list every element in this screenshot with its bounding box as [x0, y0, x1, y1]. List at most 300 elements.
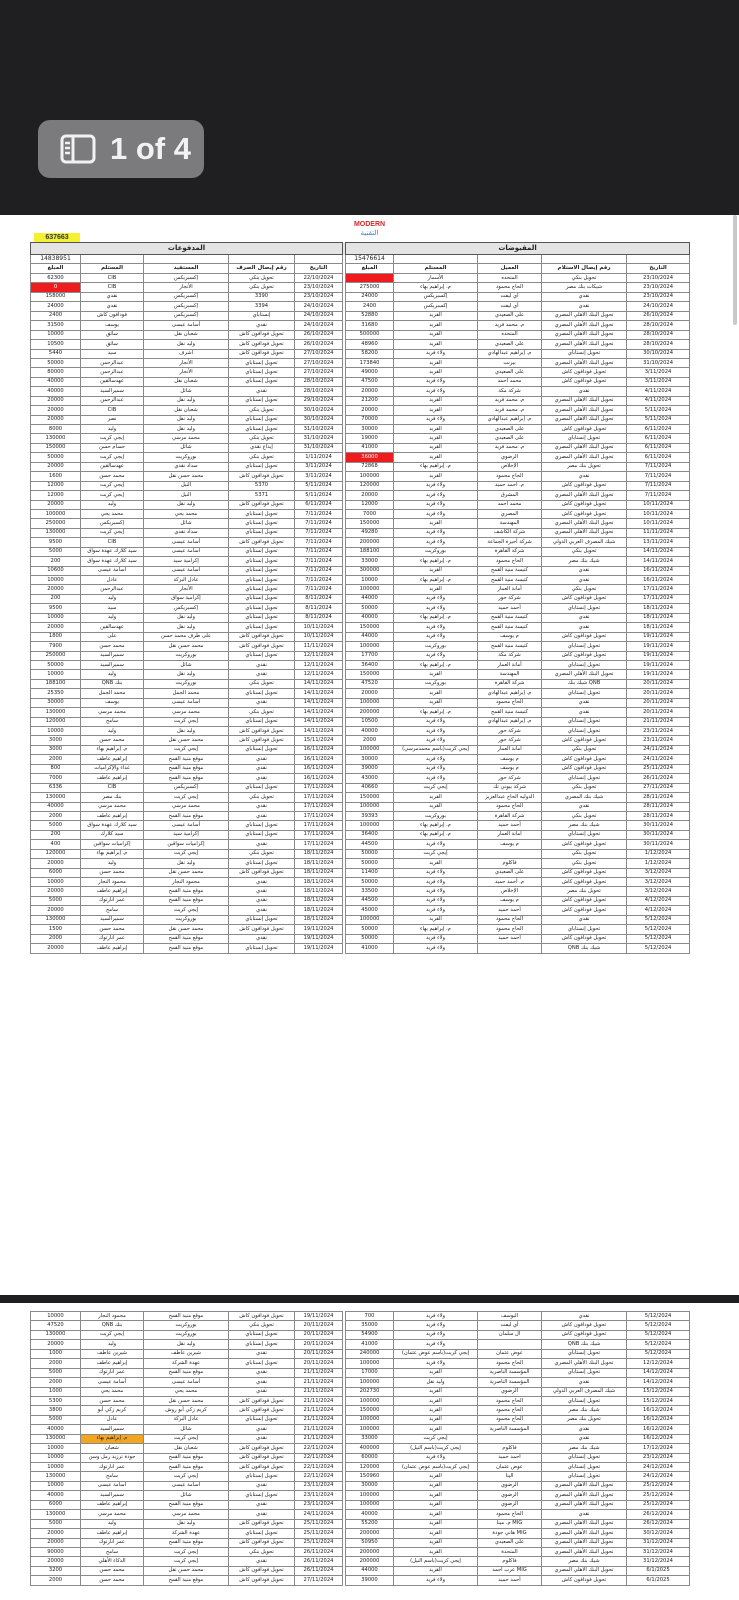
cell-pay-beneficiary: بوروكريت	[144, 1330, 229, 1339]
cell-rec-client: على الصعيدي	[478, 311, 542, 320]
cell-pay-date: 17/11/2024	[295, 821, 343, 830]
cell-rec-amount: 240000	[346, 1349, 394, 1358]
cell-pay-voucher: تحويل بنكي	[229, 453, 295, 462]
cell-pay-amount: 5000	[31, 1415, 81, 1424]
cell-pay-date: 14/11/2024	[295, 679, 343, 688]
cell-rec-date: 20/11/2024	[627, 679, 690, 688]
cell-rec-client: الرضوي	[478, 453, 542, 462]
cell-pay-beneficiary: إيجي كريت	[144, 1547, 229, 1556]
cell-pay-voucher: نقدي	[229, 887, 295, 896]
cell-pay-voucher: نقدي	[229, 1434, 295, 1443]
cell-pay-date: 7/11/2024	[295, 509, 343, 518]
cell-pay-voucher: تحويل فودافون كاش	[229, 1463, 295, 1472]
table-row	[31, 274, 690, 283]
cell-pay-recipient: الذكاء الأهلي	[81, 1557, 144, 1566]
cell-pay-recipient: عمر انارتوك	[81, 1538, 144, 1547]
cell-rec-receipt: تحويل إنستاباي	[542, 1396, 627, 1405]
cell-rec-receipt: نقدي	[542, 613, 627, 622]
cell-pay-date: 5/11/2024	[295, 481, 343, 490]
table-row	[31, 1387, 690, 1396]
cell-rec-recipient: ولاء فريد	[394, 651, 478, 660]
cell-pay-recipient: CIB	[81, 783, 144, 792]
cell-pay-date: 26/10/2024	[295, 340, 343, 349]
cell-pay-recipient: محمد حسن	[81, 642, 144, 651]
cell-rec-client: شركة مكة	[478, 387, 542, 396]
cell-pay-amount: 40000	[31, 387, 81, 396]
cell-pay-amount: 20000	[31, 406, 81, 415]
cell-rec-date: 30/11/2024	[627, 840, 690, 849]
cell-rec-client: أحمد حميد	[478, 1453, 542, 1462]
table-row	[31, 1557, 690, 1566]
cell-rec-client: م. محمد فريد	[478, 406, 542, 415]
cell-rec-client: أمانة العمار	[478, 660, 542, 669]
cell-pay-recipient: عادل	[81, 576, 144, 585]
cell-rec-recipient: القريد	[394, 1472, 478, 1481]
cell-pay-amount: 2000	[31, 811, 81, 820]
cell-rec-receipt: شيك بنك مصر	[542, 821, 627, 830]
cell-rec-recipient: إكسبريكس	[394, 302, 478, 311]
cell-pay-voucher: نقدي	[229, 1510, 295, 1519]
cell-rec-receipt: شيك بنك مصر	[542, 1557, 627, 1566]
cell-rec-date: 14/11/2024	[627, 547, 690, 556]
cell-pay-beneficiary: موقع منية القمح	[144, 755, 229, 764]
cell-pay-recipient: عمر انارتوك	[81, 1368, 144, 1377]
table-row	[31, 358, 690, 367]
cell-rec-client: أمانة العمار	[478, 585, 542, 594]
cell-pay-recipient: إبراهيم عاطف	[81, 1359, 144, 1368]
cell-pay-beneficiary: الأنجار	[144, 358, 229, 367]
cell-rec-amount: 30000	[346, 1481, 394, 1490]
cell-rec-recipient: م. إبراهيم بهاء	[394, 557, 478, 566]
cell-pay-beneficiary: شعبان نقل	[144, 1444, 229, 1453]
cell-pay-recipient: إكسبريكس	[81, 519, 144, 528]
ledger-table-page1	[30, 242, 690, 954]
cell-rec-receipt: تحويل البنك الأهلي المصري	[542, 1519, 627, 1528]
cell-rec-client: فاكلوم	[478, 1444, 542, 1453]
cell-rec-recipient: ولاء فريد	[394, 594, 478, 603]
cell-rec-client: المؤسسة الناصرية	[478, 1425, 542, 1434]
cell-pay-date: 24/10/2024	[295, 321, 343, 330]
cell-pay-date: 23/11/2024	[295, 1481, 343, 1490]
cell-rec-receipt: تحويل فودافون كاش	[542, 896, 627, 905]
cell-pay-date: 27/10/2024	[295, 368, 343, 377]
table-row	[31, 1463, 690, 1472]
cell-rec-receipt: تحويل فودافون كاش	[542, 500, 627, 509]
cell-pay-recipient: وليد	[81, 859, 144, 868]
cell-pay-beneficiary: شيرين عاطف	[144, 1349, 229, 1358]
cell-pay-recipient: إبراهيم عاطف	[81, 774, 144, 783]
cell-pay-amount: 10000	[31, 1463, 81, 1472]
scroll-indicator[interactable]	[733, 215, 737, 325]
cell-rec-receipt: تحويل فودافون كاش	[542, 1321, 627, 1330]
cell-rec-client: شركة حور	[478, 774, 542, 783]
cell-rec-recipient: القريد	[394, 1538, 478, 1547]
cell-pay-date: 23/11/2024	[295, 1500, 343, 1509]
cell-pay-voucher: تحويل فودافون كاش	[229, 1444, 295, 1453]
cell-rec-receipt: تحويل بنكي	[542, 859, 627, 868]
cell-rec-recipient: ولاء فريد	[394, 1359, 478, 1368]
cell-rec-recipient: إيجي كريت	[394, 783, 478, 792]
cell-rec-receipt: تحويل البنك الأهلي المصري	[542, 443, 627, 452]
cell-rec-client	[478, 849, 542, 858]
cell-pay-recipient: إيجي كريت	[81, 528, 144, 537]
cell-rec-receipt: تحويل بنكي	[542, 745, 627, 754]
cell-rec-date: 4/12/2024	[627, 896, 690, 905]
cell-rec-amount: 24000	[346, 292, 394, 301]
cell-pay-recipient: محمد يحي	[81, 509, 144, 518]
cell-rec-date: 16/11/2024	[627, 576, 690, 585]
cell-pay-beneficiary: محمد حسن نقل	[144, 642, 229, 651]
cell-rec-receipt: نقدي	[542, 1425, 627, 1434]
cell-rec-amount: 11400	[346, 868, 394, 877]
cell-rec-date: 25/11/2024	[627, 764, 690, 773]
cell-pay-amount: 6000	[31, 868, 81, 877]
cell-pay-voucher: تحويل إنستاباي	[229, 1359, 295, 1368]
table-row	[31, 387, 690, 396]
cell-rec-client: الرضوي	[478, 1387, 542, 1396]
cell-rec-amount: 100000	[346, 1359, 394, 1368]
cell-pay-beneficiary: إكرامية سيد	[144, 557, 229, 566]
cell-pay-recipient: نقدي	[81, 302, 144, 311]
cell-pay-amount: 130000	[31, 528, 81, 537]
cell-rec-client: أحمد حميد	[478, 604, 542, 613]
cell-rec-receipt: تحويل البنك الأهلي المصري	[542, 1359, 627, 1368]
cell-pay-beneficiary: موقع منية القمح	[144, 934, 229, 943]
cell-rec-recipient: م. إبراهيم بهاء	[394, 613, 478, 622]
cell-pay-amount: 200	[31, 557, 81, 566]
cell-rec-recipient: القريد	[394, 1500, 478, 1509]
cell-rec-client: المشرق	[478, 491, 542, 500]
table-row	[31, 311, 690, 320]
cell-pay-amount: 50000	[31, 660, 81, 669]
cell-rec-receipt: نقدي	[542, 623, 627, 632]
cell-pay-voucher: إنستاباي	[229, 311, 295, 320]
cell-rec-recipient: القريد	[394, 1425, 478, 1434]
cell-rec-amount: 49280	[346, 528, 394, 537]
cell-rec-amount: 400000	[346, 1444, 394, 1453]
cell-rec-client: م. محمد فريد	[478, 443, 542, 452]
cell-rec-receipt: نقدي	[542, 915, 627, 924]
cell-rec-recipient: القريد	[394, 472, 478, 481]
cell-rec-recipient: القريد	[394, 689, 478, 698]
cell-pay-amount: 130000	[31, 1330, 81, 1339]
cell-pay-beneficiary: بوروكريت	[144, 651, 229, 660]
cell-pay-date: 26/10/2024	[295, 330, 343, 339]
table-row	[31, 566, 690, 575]
cell-pay-recipient: سميرالسيد	[81, 915, 144, 924]
table-row	[31, 1538, 690, 1547]
cell-pay-amount: 158000	[31, 292, 81, 301]
cell-rec-client: محمد أحمد	[478, 500, 542, 509]
cell-rec-date: 28/10/2024	[627, 321, 690, 330]
cell-rec-date: 3/12/2024	[627, 878, 690, 887]
cell-pay-beneficiary: أسامة عيسى	[144, 1481, 229, 1490]
cell-rec-recipient: ولاء فريد	[394, 1453, 478, 1462]
cell-pay-date: 24/10/2024	[295, 302, 343, 311]
cell-rec-date: 25/12/2024	[627, 1500, 690, 1509]
table-row	[31, 717, 690, 726]
cell-rec-recipient: ولاء فريد	[394, 509, 478, 518]
table-row	[31, 472, 690, 481]
cell-rec-date: 16/12/2024	[627, 1434, 690, 1443]
cell-rec-amount: 50000	[346, 925, 394, 934]
cell-rec-date: 6/11/2024	[627, 443, 690, 452]
cell-pay-voucher: تحويل فودافون كاش	[229, 472, 295, 481]
cell-pay-voucher: تحويل فودافون كاش	[229, 868, 295, 877]
cell-pay-beneficiary: أسامة عيسى	[144, 321, 229, 330]
cell-rec-client: محمد أحمد	[478, 377, 542, 386]
cell-rec-date: 12/12/2024	[627, 1359, 690, 1368]
cell-pay-recipient: يوسف	[81, 321, 144, 330]
cell-pay-voucher: تحويل إنستاباي	[229, 519, 295, 528]
cell-rec-date: 4/11/2024	[627, 387, 690, 396]
cell-pay-beneficiary: بوروكريت	[144, 679, 229, 688]
cell-pay-voucher: تحويل فودافون كاش	[229, 330, 295, 339]
cell-rec-recipient: م. إبراهيم بهاء	[394, 283, 478, 292]
cell-pay-voucher: تحويل إنستاباي	[229, 859, 295, 868]
cell-rec-receipt: تحويل البنك الأهلي المصري	[542, 358, 627, 367]
cell-rec-amount: 58200	[346, 349, 394, 358]
cell-pay-recipient: شعبان	[81, 1444, 144, 1453]
cell-pay-date: 21/11/2024	[295, 1368, 343, 1377]
cell-rec-amount: 12000	[346, 500, 394, 509]
cell-rec-client: الحاج محمود	[478, 802, 542, 811]
cell-rec-date: 31/10/2024	[627, 358, 690, 367]
cell-rec-amount: 47500	[346, 377, 394, 386]
cell-pay-date: 12/11/2024	[295, 670, 343, 679]
cell-rec-date: 19/11/2024	[627, 660, 690, 669]
cell-rec-client: الحاج محمود	[478, 283, 542, 292]
cell-rec-recipient: إيجي كريت(باسم عوض عثمان)	[394, 1463, 478, 1472]
cell-rec-amount: 44500	[346, 896, 394, 905]
cell-pay-amount: 9500	[31, 538, 81, 547]
cell-pay-amount: 20000	[31, 887, 81, 896]
cell-rec-amount: 200000	[346, 1557, 394, 1566]
cell-rec-client: عوض عثمان	[478, 1463, 542, 1472]
cell-pay-amount: 12000	[31, 491, 81, 500]
table-row	[31, 896, 690, 905]
table-row	[31, 774, 690, 783]
cell-rec-amount: 100000	[346, 1378, 394, 1387]
cell-rec-receipt: تحويل البنك الأهلي المصري	[542, 1547, 627, 1556]
cell-rec-amount: 50000	[346, 878, 394, 887]
cell-pay-date: 23/10/2024	[295, 283, 343, 292]
cell-pay-beneficiary: وليد نقل	[144, 500, 229, 509]
cell-rec-recipient: القريد	[394, 1519, 478, 1528]
cell-pay-recipient: عبدالرحمن	[81, 368, 144, 377]
cell-pay-beneficiary: إيجي كريت	[144, 849, 229, 858]
cell-pay-beneficiary: محمد مرسي	[144, 708, 229, 717]
cell-rec-client: الحاج محمود	[478, 557, 542, 566]
cell-pay-date: 17/11/2024	[295, 840, 343, 849]
cell-pay-date: 7/11/2024	[295, 547, 343, 556]
table-row	[31, 1510, 690, 1519]
cell-pay-amount: 250000	[31, 519, 81, 528]
cell-pay-date: 26/11/2024	[295, 1547, 343, 1556]
cell-rec-client: المتحدة	[478, 1547, 542, 1556]
cell-rec-date: 27/11/2024	[627, 783, 690, 792]
table-row	[31, 1396, 690, 1405]
cell-rec-receipt: تحويل فودافون كاش	[542, 509, 627, 518]
cell-rec-date: 24/12/2024	[627, 1463, 690, 1472]
cell-rec-recipient: القريد	[394, 396, 478, 405]
cell-pay-amount: 10000	[31, 1312, 81, 1321]
cell-pay-voucher: نقدي	[229, 1368, 295, 1377]
cell-pay-amount: 6000	[31, 1500, 81, 1509]
cell-pay-amount: 50000	[31, 453, 81, 462]
cell-pay-amount: 62300	[31, 274, 81, 283]
table-row	[31, 802, 690, 811]
cell-rec-recipient: القريد	[394, 406, 478, 415]
cell-rec-amount: 50000	[346, 934, 394, 943]
cell-pay-voucher: نقدي	[229, 840, 295, 849]
cell-rec-recipient: القريد	[394, 793, 478, 802]
cell-pay-amount: 130000	[31, 1510, 81, 1519]
cell-rec-recipient: إيجي كريت	[394, 1434, 478, 1443]
cell-pay-amount: 5000	[31, 547, 81, 556]
cell-rec-date: 5/12/2024	[627, 1321, 690, 1330]
cell-rec-recipient: القريد	[394, 1387, 478, 1396]
cell-pay-amount: 40000	[31, 377, 81, 386]
cell-pay-beneficiary: موقع منية القمح	[144, 1368, 229, 1377]
cell-rec-recipient: ولاء فريد	[394, 491, 478, 500]
cell-rec-receipt: تحويل البنك الأهلي المصري	[542, 453, 627, 462]
cell-rec-date: 3/11/2024	[627, 377, 690, 386]
cell-rec-recipient: م. إبراهيم بهاء	[394, 821, 478, 830]
cell-pay-beneficiary: النيل	[144, 481, 229, 490]
cell-rec-date: 6/11/2024	[627, 434, 690, 443]
table-row	[31, 1349, 690, 1358]
cell-rec-recipient: ولاء فريد	[394, 717, 478, 726]
cell-pay-date: 20/11/2024	[295, 1321, 343, 1330]
cell-pay-date: 23/10/2024	[295, 292, 343, 301]
cell-pay-recipient: محمد حسن	[81, 1576, 144, 1585]
cell-pay-beneficiary: وليد نقل	[144, 1340, 229, 1349]
cell-rec-receipt: تحويل إنستاباي	[542, 604, 627, 613]
cell-pay-beneficiary: محمد مرسي	[144, 434, 229, 443]
cell-pay-amount: 5000	[31, 1519, 81, 1528]
cell-rec-date: 19/11/2024	[627, 670, 690, 679]
cell-pay-date: 7/11/2024	[295, 538, 343, 547]
cell-pay-voucher: تحويل بنكي	[229, 793, 295, 802]
cell-rec-recipient: القريد	[394, 321, 478, 330]
cell-pay-amount: 10000	[31, 1453, 81, 1462]
cell-rec-amount: 188100	[346, 547, 394, 556]
cell-pay-beneficiary: شعبان نقل	[144, 377, 229, 386]
cell-rec-date: 26/12/2024	[627, 1510, 690, 1519]
table-row	[31, 1481, 690, 1490]
cell-rec-receipt: نقدي	[542, 576, 627, 585]
sidebar-icon[interactable]	[60, 134, 96, 164]
cell-rec-amount: 36400	[346, 660, 394, 669]
cell-pay-recipient: شيرين عاطف	[81, 1349, 144, 1358]
cell-rec-amount: 19000	[346, 434, 394, 443]
cell-pay-date: 18/11/2024	[295, 915, 343, 924]
cell-rec-date: 3/12/2024	[627, 887, 690, 896]
cell-pay-amount: 10500	[31, 340, 81, 349]
cell-pay-date: 14/11/2024	[295, 708, 343, 717]
cell-pay-recipient: نصر	[81, 415, 144, 424]
cell-rec-date: 20/11/2024	[627, 708, 690, 717]
cell-pay-amount: 12000	[31, 481, 81, 490]
cell-rec-client: أحمد حميد	[478, 906, 542, 915]
table-row	[31, 944, 690, 953]
cell-pay-beneficiary: محمد حسن نقل	[144, 472, 229, 481]
cell-pay-date: 7/11/2024	[295, 528, 343, 537]
cell-rec-receipt: نقدي	[542, 1312, 627, 1321]
cell-pay-amount: 10000	[31, 576, 81, 585]
cell-rec-date: 19/11/2024	[627, 642, 690, 651]
col-header-rec-amount: المبلغ	[346, 264, 394, 274]
cell-pay-recipient: حسام حسن	[81, 443, 144, 452]
cell-pay-voucher: تحويل بنكي	[229, 283, 295, 292]
cell-rec-amount: 55200	[346, 1519, 394, 1528]
cell-pay-recipient: محمد مرسي	[81, 1510, 144, 1519]
cell-pay-voucher: تحويل إنستاباي	[229, 604, 295, 613]
cell-pay-date: 7/11/2024	[295, 576, 343, 585]
cell-pay-beneficiary: وليد نقل	[144, 623, 229, 632]
cell-pay-date: 27/11/2024	[295, 1576, 343, 1585]
cell-pay-voucher: نقدي	[229, 906, 295, 915]
cell-rec-receipt: نقدي	[542, 1510, 627, 1519]
table-row	[31, 604, 690, 613]
cell-pay-date: 21/11/2024	[295, 1425, 343, 1434]
cell-pay-date: 20/11/2024	[295, 1359, 343, 1368]
cell-rec-recipient: ولاء فريد	[394, 896, 478, 905]
cell-rec-recipient: بوروكريت	[394, 679, 478, 688]
table-row	[31, 1340, 690, 1349]
col-header-pay-beneficiary: المستفيد	[144, 264, 229, 274]
cell-pay-recipient: بنك مصر	[81, 793, 144, 802]
cell-pay-recipient: سميرالسيد	[81, 1425, 144, 1434]
table-row	[31, 491, 690, 500]
cell-pay-voucher: تحويل إنستاباي	[229, 594, 295, 603]
cell-pay-beneficiary: كريم زكي أبو روش	[144, 1406, 229, 1415]
table-row	[31, 1359, 690, 1368]
cell-rec-amount: 100000	[346, 698, 394, 707]
cell-rec-client: الإخلاص	[478, 462, 542, 471]
cell-rec-amount: 40000	[346, 613, 394, 622]
cell-pay-date: 19/11/2024	[295, 934, 343, 943]
table-row	[31, 330, 690, 339]
cell-pay-amount: 20000	[31, 415, 81, 424]
cell-pay-recipient: إبراهيم عاطف	[81, 887, 144, 896]
cell-pay-beneficiary: محمد حسن نقل	[144, 1566, 229, 1575]
cell-pay-beneficiary: محمد مرسي	[144, 1510, 229, 1519]
cell-rec-client: الحاج محمود	[478, 1510, 542, 1519]
cell-pay-beneficiary: وليد نقل	[144, 396, 229, 405]
cell-pay-beneficiary: أشرف	[144, 349, 229, 358]
cell-rec-recipient: م. إبراهيم بهاء	[394, 925, 478, 934]
cell-rec-recipient: ولاء فريد	[394, 481, 478, 490]
cell-rec-receipt: شيك بنك مصر	[542, 1406, 627, 1415]
cell-rec-client: م. إبراهيم عبدالهادي	[478, 415, 542, 424]
cell-pay-amount: 5440	[31, 349, 81, 358]
table-row	[31, 1415, 690, 1424]
cell-pay-beneficiary: محمد يحي	[144, 1387, 229, 1396]
cell-pay-recipient: محمد حسن	[81, 472, 144, 481]
cell-rec-recipient: القريد	[394, 311, 478, 320]
cell-pay-amount: 20000	[31, 906, 81, 915]
cell-rec-client: شركة حور	[478, 736, 542, 745]
cell-rec-client: على الصعيدي	[478, 425, 542, 434]
cell-rec-date: 3/12/2024	[627, 868, 690, 877]
cell-rec-receipt: تحويل البنك الأهلي المصري	[542, 1481, 627, 1490]
cell-pay-voucher: تحويل إنستاباي	[229, 576, 295, 585]
cell-rec-recipient: ولاء فريد	[394, 887, 478, 896]
cell-pay-date: 8/11/2024	[295, 613, 343, 622]
cell-pay-voucher: تحويل إنستاباي	[229, 377, 295, 386]
